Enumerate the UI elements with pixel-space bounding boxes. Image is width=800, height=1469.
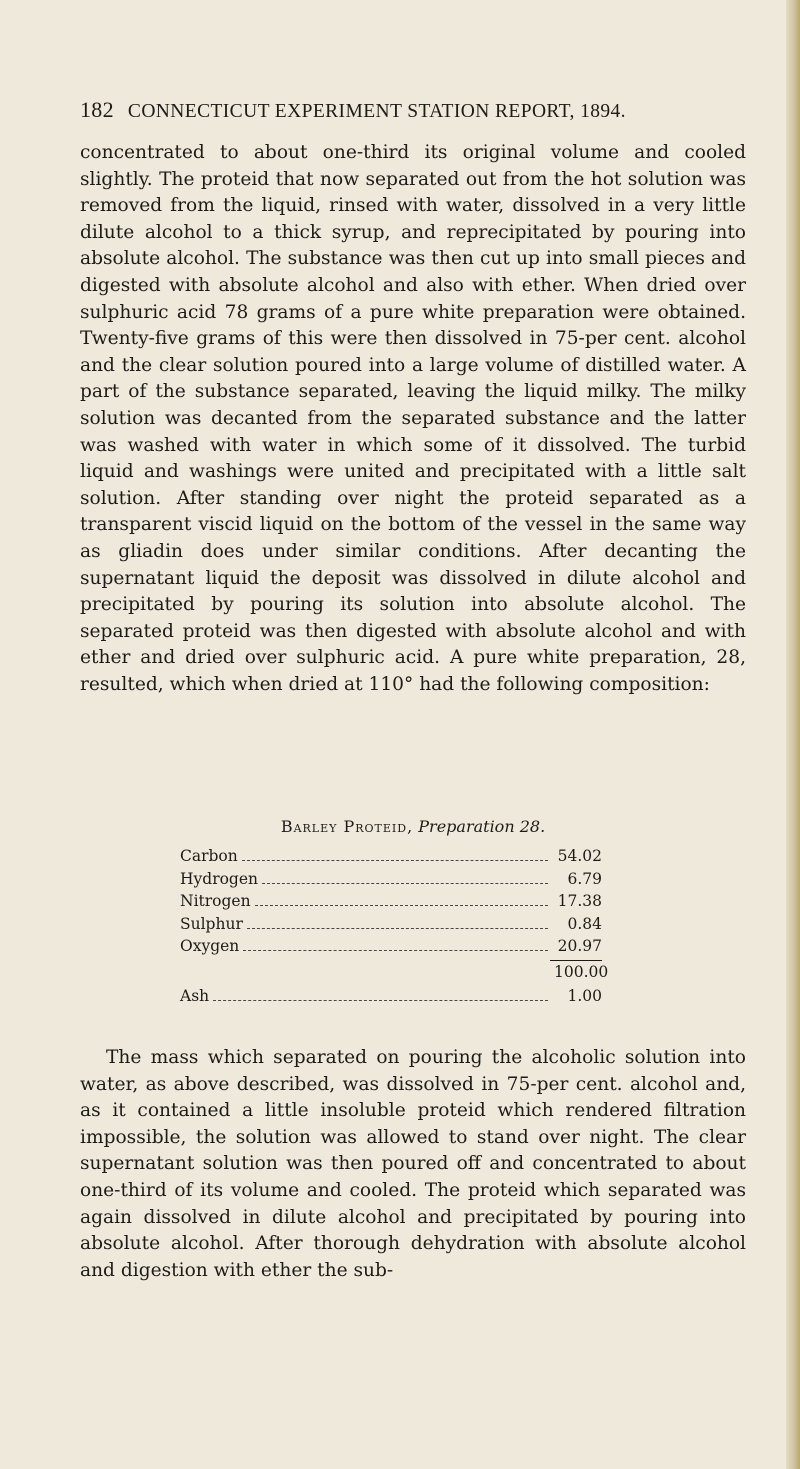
element-value: 20.97: [557, 937, 602, 955]
element-value: 17.38: [557, 892, 602, 910]
ash-label: Ash: [180, 987, 210, 1005]
leader-dots: [262, 883, 548, 884]
table-row: [180, 868, 602, 891]
composition-table: [180, 845, 609, 1008]
table-row: [180, 935, 602, 958]
element-label: Sulphur: [180, 914, 243, 933]
element-value: 0.84: [567, 914, 602, 933]
leader-dots: [242, 860, 548, 861]
element-label: Hydrogen: [180, 869, 259, 888]
element-value: 54.02: [557, 847, 602, 865]
ash-value: 1.00: [567, 987, 602, 1005]
total-row: [180, 961, 609, 984]
total-value: 100.00: [554, 962, 609, 981]
table-title-prefix: Barley Proteid,: [280, 817, 414, 836]
table-row: [180, 845, 602, 868]
table-title-italic: Preparation 28.: [418, 817, 546, 836]
leader-dots: [213, 1000, 548, 1001]
paragraph-1: concentrated to about one-third its original volume and cooled slightly. The proteid that now separated out from the hot solution was removed from the liquid, rinsed with water, dissolved in a very little dilute alcohol to a thick syrup, and reprecipitated by pouring into absolute alcohol. The substance was then cut up into small pieces and digested with absolute alcohol and also with ether. When dried over sulphuric acid 78 grams of a pure white preparation were obtained. Twenty-five grams of this were then dissolved in 75-per cent. alcohol and the clear solution poured into a large volume of distilled water. A part of the substance separated, leaving the liquid milky. The milky solution was decanted from the separated substance and the latter was washed with water in which some of it dissolved. The turbid liquid and washings were united and precipitated with a little salt solution. After standing over night the proteid separated as a transparent viscid liquid on the bottom of the vessel in the same way as gliadin does under similar conditions. After decanting the supernatant liquid the deposit was dissolved in dilute alcohol and precipitated by pouring its solution into absolute alcohol. The separated proteid was then digested with absolute alcohol and with ether and dried over sulphuric acid. A pure white preparation, 28, resulted, which when dried at 110° had the following composition:: [80, 142, 746, 695]
element-label: Oxygen: [180, 937, 240, 955]
table-row: [180, 913, 602, 936]
element-value: 6.79: [567, 869, 602, 888]
paragraph-2: The mass which separated on pouring the alcoholic solution into water, as above described, was dissolved in 75-per cent. alcohol and, as it contained a little insoluble proteid which rendered filtration impossible, the solution was allowed to stand over night. The clear supernatant solution was then poured off and concentrated to about one-third of its volume and cooled. The proteid which separated was again dissolved in dilute alcohol and precipitated by pouring into absolute alcohol. After thorough dehydration with absolute alcohol and digestion with ether the sub-: [80, 1047, 746, 1281]
page-edge: [786, 0, 800, 1469]
page-header: [80, 97, 740, 123]
running-title: CONNECTICUT EXPERIMENT STATION REPORT, 1894.: [127, 101, 626, 122]
ash-row: [180, 985, 602, 1008]
page-number: 182: [80, 97, 114, 122]
table-title: [80, 817, 746, 836]
table-row: [180, 890, 602, 913]
leader-dots: [247, 928, 548, 929]
element-label: Carbon: [180, 847, 238, 865]
leader-dots: [243, 950, 548, 951]
leader-dots: [255, 905, 548, 906]
element-label: Nitrogen: [180, 892, 251, 910]
body-text: [80, 140, 746, 698]
body-text-2: [80, 1045, 746, 1284]
